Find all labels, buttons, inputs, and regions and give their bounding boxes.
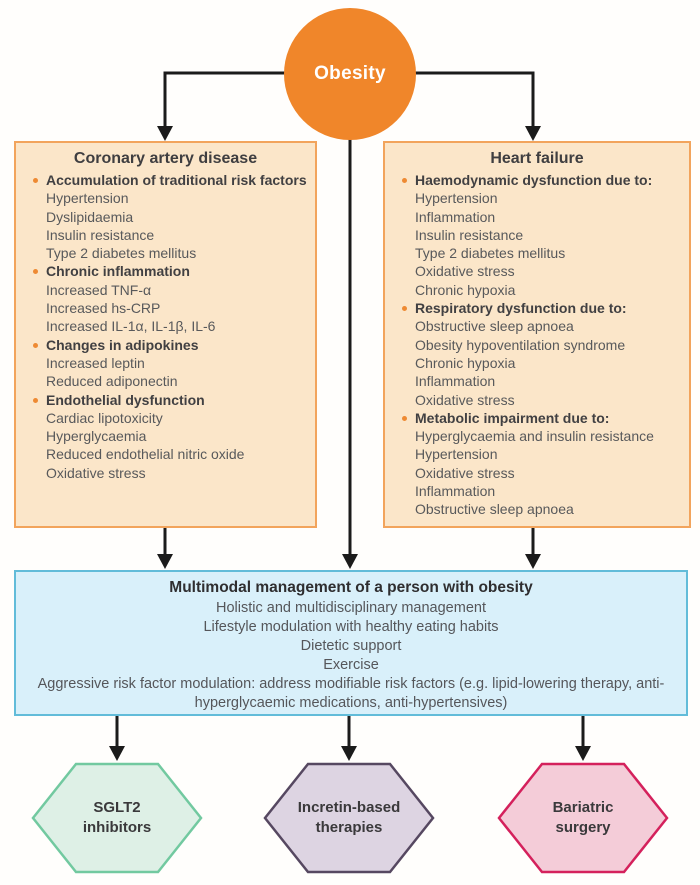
risk-section xyxy=(46,262,307,335)
arrowhead-icon xyxy=(157,554,173,569)
list-item: Obesity hypoventilation syndrome xyxy=(415,336,626,353)
list-item: Insulin resistance xyxy=(46,226,155,243)
risk-section xyxy=(415,299,681,409)
arrowhead-icon xyxy=(341,746,357,761)
arrow-line-obesity-to-hf xyxy=(414,73,533,128)
list-item: Reduced adiponectin xyxy=(46,373,178,390)
arrowhead-icon xyxy=(342,554,358,569)
list-item: Inflammation xyxy=(415,483,496,500)
list-item: Oxidative stress xyxy=(415,464,515,481)
risk-section xyxy=(46,391,307,482)
risk-section xyxy=(46,171,307,262)
list-item: Hyperglycaemia xyxy=(46,428,147,445)
risk-section xyxy=(46,336,307,391)
section-header xyxy=(46,171,307,189)
bullet-icon xyxy=(33,269,38,274)
list-item: Obstructive sleep apnoea xyxy=(415,501,574,518)
cad-list xyxy=(16,171,315,482)
section-header xyxy=(415,299,681,317)
bullet-icon xyxy=(33,343,38,348)
list-item: Cardiac lipotoxicity xyxy=(46,409,163,426)
list-item: Hyperglycaemia and insulin resistance xyxy=(415,428,654,445)
arrow-line-obesity-to-cad xyxy=(165,73,286,128)
bullet-icon xyxy=(33,398,38,403)
list-item: Hypertension xyxy=(415,446,498,463)
bullet-icon xyxy=(402,178,407,183)
list-item: Increased hs-CRP xyxy=(46,300,161,317)
box-title: Coronary artery disease xyxy=(73,150,258,167)
section-header-text: Haemodynamic dysfunction due to: xyxy=(415,172,653,188)
management-title: Multimodal management of a person with obesity xyxy=(169,579,533,596)
list-item: Increased TNF-α xyxy=(46,281,152,298)
risk-section xyxy=(415,409,681,519)
section-header xyxy=(415,171,681,189)
arrowhead-icon xyxy=(525,554,541,569)
list-item: Chronic hypoxia xyxy=(415,354,516,371)
bariatric-surgery-node xyxy=(497,762,669,874)
list-item: Oxidative stress xyxy=(415,391,515,408)
management-line: Dietetic support xyxy=(300,638,402,654)
section-header xyxy=(46,336,307,354)
arrowhead-icon xyxy=(157,126,173,141)
obesity-label: Obesity xyxy=(314,63,386,84)
section-header-text: Accumulation of traditional risk factors xyxy=(46,172,307,188)
list-item: Oxidative stress xyxy=(415,263,515,280)
list-item: Increased IL-1α, IL-1β, IL-6 xyxy=(46,318,216,335)
hexagon-label: Bariatric surgery xyxy=(552,798,614,836)
arrowhead-icon xyxy=(109,746,125,761)
risk-section xyxy=(415,171,681,299)
section-header-text: Metabolic impairment due to: xyxy=(415,409,610,426)
list-item: Inflammation xyxy=(415,208,496,225)
list-item: Reduced endothelial nitric oxide xyxy=(46,446,245,463)
list-item: Type 2 diabetes mellitus xyxy=(46,245,197,262)
section-header-text: Changes in adipokines xyxy=(46,336,199,353)
bullet-icon xyxy=(402,416,407,421)
management-line: Exercise xyxy=(323,657,379,673)
list-item: Insulin resistance xyxy=(415,226,524,243)
heart-failure-box xyxy=(383,141,691,528)
management-line: Lifestyle modulation with healthy eating habits xyxy=(203,619,499,635)
arrowhead-icon xyxy=(525,126,541,141)
incretin-based-therapies-node xyxy=(263,762,435,874)
list-item: Increased leptin xyxy=(46,354,145,371)
list-item: Type 2 diabetes mellitus xyxy=(415,245,566,262)
list-item: Obstructive sleep apnoea xyxy=(415,318,574,335)
bullet-icon xyxy=(33,178,38,183)
multimodal-management-box xyxy=(14,570,688,716)
hexagon-label: Incretin-based therapies xyxy=(297,798,401,836)
obesity-node xyxy=(284,8,416,140)
arrowhead-icon xyxy=(575,746,591,761)
hexagon-label: SGLT2 inhibitors xyxy=(82,798,152,836)
section-header xyxy=(415,409,681,427)
list-item: Chronic hypoxia xyxy=(415,281,516,298)
section-header xyxy=(46,391,307,409)
management-line: Aggressive risk factor modulation: address modifiable risk factors (e.g. lipid-lowering therapy, anti-hyperglycaemic medications, anti-hypertensives) xyxy=(37,676,665,711)
list-item: Hypertension xyxy=(46,190,129,207)
hf-list xyxy=(385,171,689,519)
list-item: Hypertension xyxy=(415,190,498,207)
section-header-text: Chronic inflammation xyxy=(46,263,190,280)
coronary-artery-disease-box xyxy=(14,141,317,528)
section-header-text: Endothelial dysfunction xyxy=(46,391,205,408)
section-header-text: Respiratory dysfunction due to: xyxy=(415,300,627,317)
management-line: Holistic and multidisciplinary management xyxy=(216,600,486,616)
sglt2-inhibitors-node xyxy=(31,762,203,874)
section-header xyxy=(46,262,307,280)
list-item: Inflammation xyxy=(415,373,496,390)
box-title: Heart failure xyxy=(490,150,584,167)
list-item: Dyslipidaemia xyxy=(46,208,134,225)
list-item: Oxidative stress xyxy=(46,464,146,481)
bullet-icon xyxy=(402,306,407,311)
